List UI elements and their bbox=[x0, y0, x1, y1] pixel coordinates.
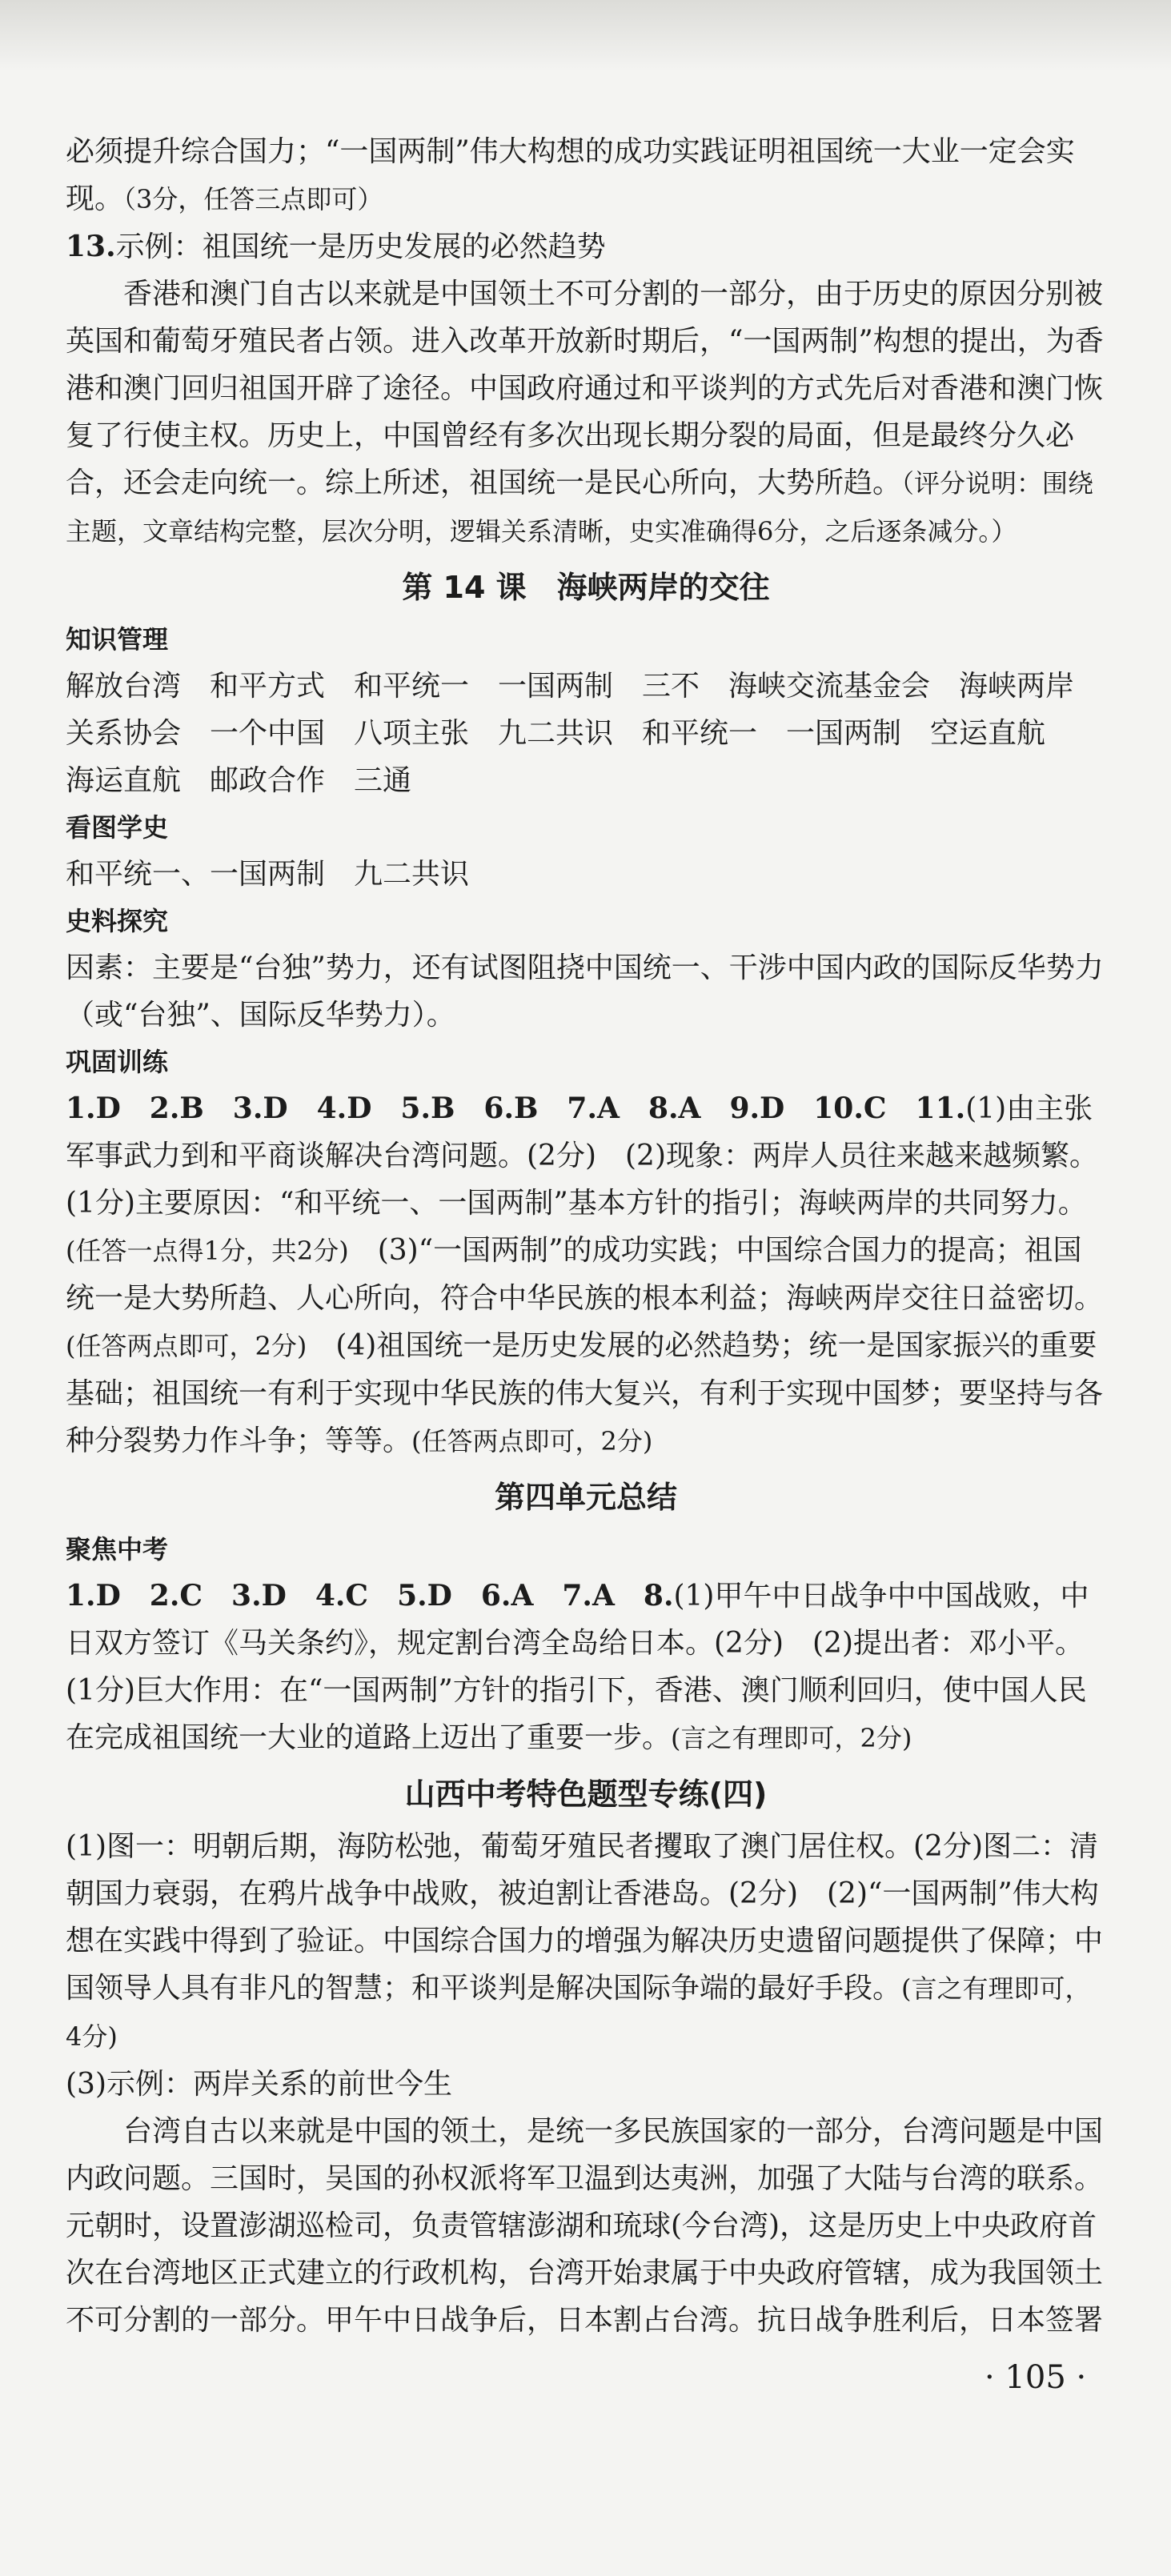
shanxi-p1-text: (1)图一：明朝后期，海防松弛，葡萄牙殖民者攫取了澳门居住权。(2分)图二：清朝国力衰弱，在鸦片战争中战败，被迫割让香港岛。(2分) (2)“一国两制”伟大构想在实践中得到了验证。中国综合国力的增强为解决历史遗留问题提供了保障；中国领导人具有非凡的智慧；和平谈判是解决国际争端的最好手段。 bbox=[66, 1830, 1104, 2005]
picture-text: 和平统一、一国两制 九二共识 bbox=[66, 858, 470, 891]
question-13-title: 示例：祖国统一是历史发展的必然趋势 bbox=[115, 230, 606, 263]
consolidate-choice-answers: 1.D 2.B 3.D 4.D 5.B 6.B 7.A 8.A 9.D 10.C 11. bbox=[66, 1092, 966, 1125]
knowledge-line-2: 关系协会 一个中国 八项主张 九二共识 和平统一 一国两制 空运直航 bbox=[66, 717, 1046, 750]
explore-label: 史料探究 bbox=[66, 906, 169, 936]
shanxi-paragraph-1 bbox=[66, 1823, 1106, 2061]
shanxi-paragraph-3: 台湾自古以来就是中国的领土，是统一多民族国家的一部分，台湾问题是中国内政问题。三国时，吴国的孙权派将军卫温到达夷洲，加强了大陆与台湾的联系。元朝时，设置澎湖巡检司，负责管辖澎湖和琉球(今台湾)，这是历史上中央政府首次在台湾地区正式建立的行政机构，台湾开始隶属于中央政府管辖，成为我国领土不可分割的一部分。甲午中日战争后，日本割占台湾。抗日战争胜利后，日本签署 bbox=[66, 2115, 1104, 2337]
lesson-14-title: 第 14 课 海峡两岸的交往 bbox=[402, 570, 770, 605]
question-13 bbox=[66, 223, 1106, 270]
line-2 bbox=[66, 175, 1106, 223]
consolidate-q11-part1: (1)由主张军事武力到和平商谈解决台湾问题。(2分) (2)现象：两岸人员往来越来越频繁。(1分)主要原因：“和平统一、一国两制”基本方针的指引；海峡两岸的共同努力。 bbox=[66, 1092, 1098, 1220]
shanxi-title: 山西中考特色题型专练(四) bbox=[404, 1777, 768, 1812]
question-13-body: 香港和澳门自古以来就是中国领土不可分割的一部分，由于历史的原因分别被英国和葡萄牙殖民者占领。进入改革开放新时期后，“一国两制”构想的提出，为香港和澳门回归祖国开辟了途径。中国政府通过和平谈判的方式先后对香港和澳门恢复了行使主权。历史上，中国曾经有多次出现长期分裂的局面，但是最终分久必合，还会走向统一。综上所述，祖国统一是民心所向，大势所趋。 bbox=[66, 278, 1104, 499]
shanxi-p1-note: (言之有理即可，4分) bbox=[66, 1973, 1091, 2052]
focus-note: (言之有理即可，2分) bbox=[671, 1723, 912, 1753]
line-2-text: 现。 bbox=[66, 182, 124, 215]
line-1: 必须提升综合国力；“一国两制”伟大构想的成功实践证明祖国统一大业一定会实 bbox=[66, 135, 1075, 168]
picture-label: 看图学史 bbox=[66, 812, 169, 843]
consolidate-note-2: (任答两点即可，2分) bbox=[66, 1331, 307, 1361]
focus-answers bbox=[66, 1572, 1106, 1762]
focus-label: 聚焦中考 bbox=[66, 1534, 169, 1564]
consolidate-note-1: (任答一点得1分，共2分) bbox=[66, 1236, 349, 1266]
consolidate-q11-part3: (3)“一国两制”的成功实践；中国综合国力的提高；祖国统一是大势所趋、人心所向，符合中华民族的根本利益；海峡两岸交往日益密切。 bbox=[66, 1234, 1104, 1315]
shanxi-paragraph-2: (3)示例：两岸关系的前世今生 bbox=[66, 2068, 452, 2101]
scan-top-shading bbox=[0, 0, 1171, 72]
knowledge-line-1: 解放台湾 和平方式 和平统一 一国两制 三不 海峡交流基金会 海峡两岸 bbox=[66, 670, 1075, 703]
consolidate-label: 巩固训练 bbox=[66, 1047, 169, 1077]
focus-q8: (1)甲午中日战争中中国战败，中日双方签订《马关条约》，规定割台湾全岛给日本。(2分) (2)提出者：邓小平。(1分)巨大作用：在“一国两制”方针的指引下，香港、澳门顺利回归，使中国人民在完成祖国统一大业的道路上迈出了重要一步。 bbox=[66, 1580, 1089, 1754]
knowledge-line-3: 海运直航 邮政合作 三通 bbox=[66, 764, 412, 797]
unit-4-title: 第四单元总结 bbox=[494, 1480, 677, 1515]
answer-content bbox=[66, 128, 1106, 2344]
consolidate-answers bbox=[66, 1085, 1106, 1465]
focus-choice-answers: 1.D 2.C 3.D 4.C 5.D 6.A 7.A 8. bbox=[66, 1579, 674, 1613]
line-2-note: （3分，任答三点即可） bbox=[123, 184, 383, 214]
page-number: · 105 · bbox=[985, 2359, 1087, 2396]
question-13-paragraph bbox=[66, 270, 1106, 555]
question-13-number: 13. bbox=[66, 230, 116, 263]
question-13-note: （评分说明：围绕主题，文章结构完整，层次分明，逻辑关系清晰，史实准确得6分，之后逐条减分。） bbox=[66, 468, 1094, 547]
knowledge-label: 知识管理 bbox=[66, 624, 169, 655]
consolidate-q11-part4: (4)祖国统一是历史发展的必然趋势；统一是国家振兴的重要基础；祖国统一有利于实现中华民族的伟大复兴，有利于实现中国梦；要坚持与各种分裂势力作斗争；等等。 bbox=[66, 1329, 1104, 1457]
consolidate-note-3: (任答两点即可，2分) bbox=[411, 1426, 653, 1456]
explore-text: 因素：主要是“台独”势力，还有试图阻挠中国统一、干涉中国内政的国际反华势力（或“台独”、国际反华势力）。 bbox=[66, 951, 1104, 1032]
